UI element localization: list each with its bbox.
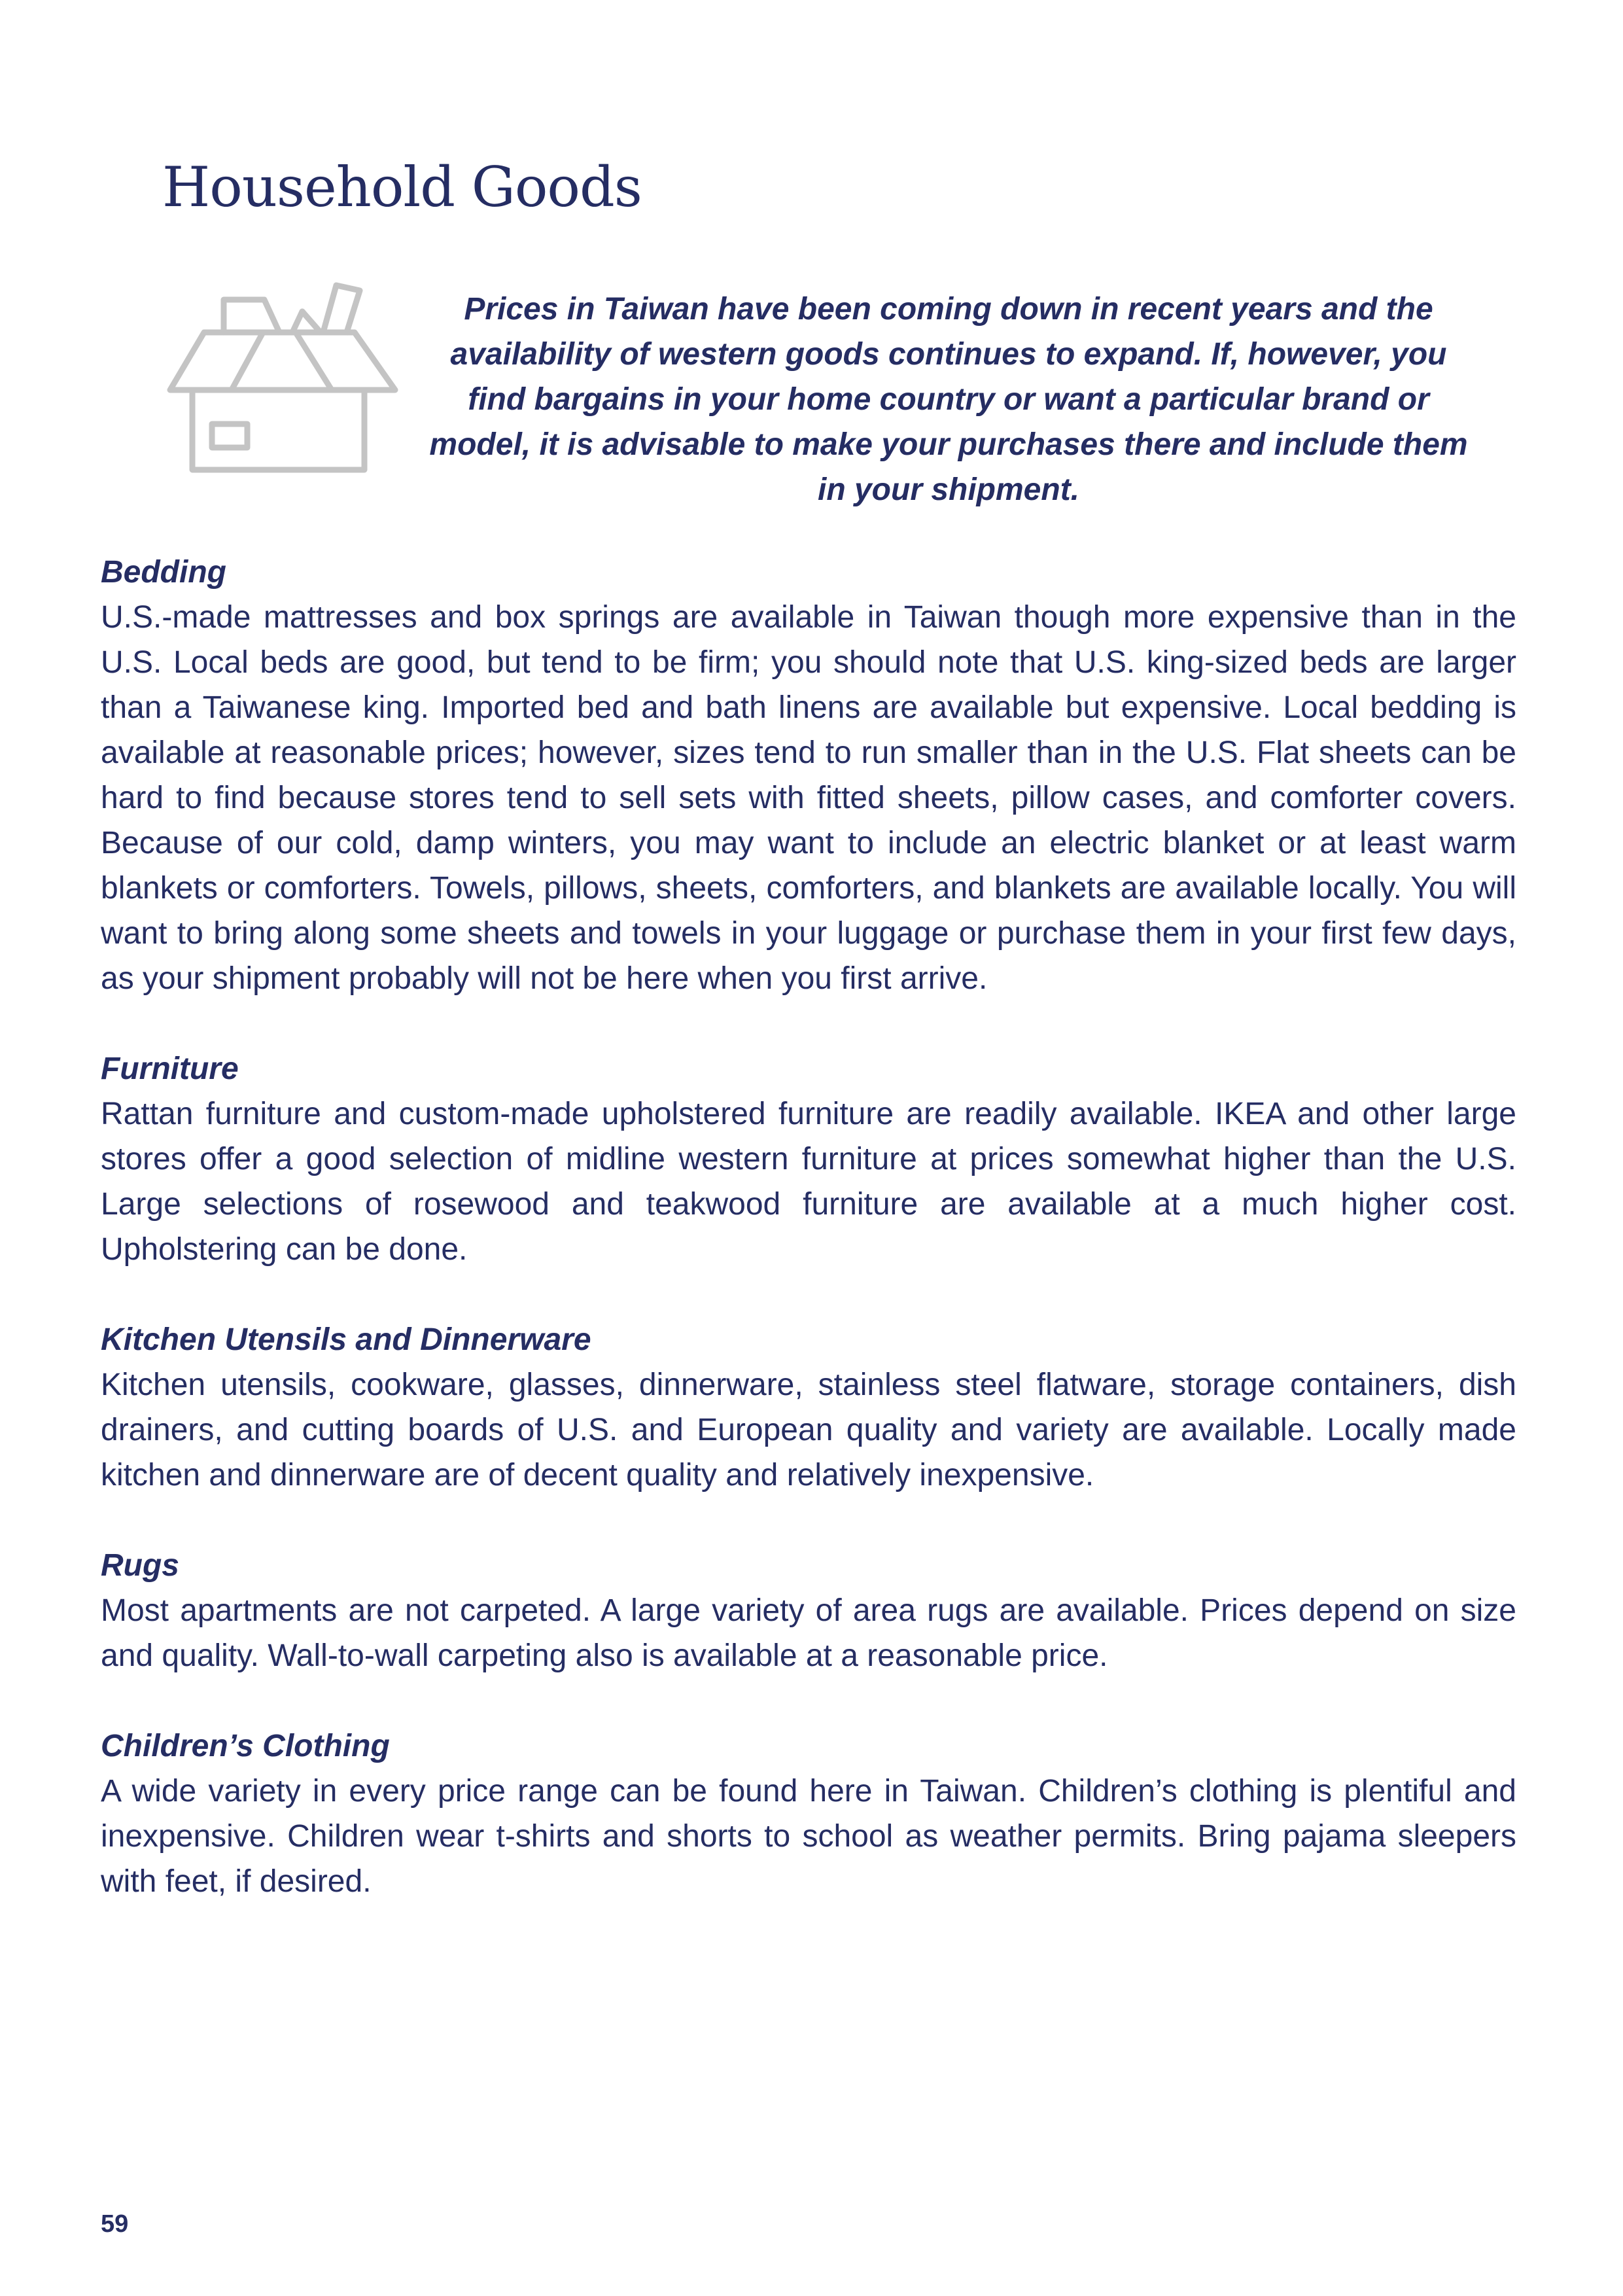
section-body: Most apartments are not carpeted. A large variety of area rugs are available. Prices depend on size and quality. Wall-to-wall carpeting also is available at a reasonable price. <box>101 1593 1516 1673</box>
section-body: A wide variety in every price range can be found here in Taiwan. Children’s clothing is plentiful and inexpensive. Children wear t-shirts and shorts to school as weather permits. Bring pajama sleepers with feet, if desired. <box>101 1774 1516 1899</box>
section-heading: Kitchen Utensils and Dinnerware <box>101 1322 591 1357</box>
section-heading: Furniture <box>101 1051 239 1086</box>
section-childrens-clothing <box>101 1723 1516 1904</box>
section-body: U.S.-made mattresses and box springs are available in Taiwan though more expensive than in the U.S. Local beds are good, but tend to be firm; you should note that U.S. king-sized beds are larger than a Taiwanese king. Imported bed and bath linens are available but expensive. Local bedding is available at reasonable prices; however, sizes tend to run smaller than in the U.S. Flat sheets can be hard to find because stores tend to sell sets with fitted sheets, pillow cases, and comforter covers. Because of our cold, damp winters, you may want to include an electric blanket or at least warm blankets or comforters. Towels, pillows, sheets, comforters, and blankets are available locally. You will want to bring along some sheets and towels in your luggage or purchase them in your first few days, as your shipment probably will not be here when you first arrive. <box>101 600 1516 996</box>
section-heading: Bedding <box>101 555 226 590</box>
page-title: Household Goods <box>162 155 642 219</box>
section-heading: Rugs <box>101 1548 179 1583</box>
intro-text: Prices in Taiwan have been coming down in recent years and the availability of western goods continues to expand. If, however, you find bargains in your home country or want a particular brand or model, it is advisable to make your purchases there and include them in your shipment. <box>429 292 1468 507</box>
section-furniture <box>101 1046 1516 1272</box>
section-bedding <box>101 550 1516 1001</box>
section-heading: Children’s Clothing <box>101 1729 390 1763</box>
section-rugs <box>101 1543 1516 1678</box>
section-body: Kitchen utensils, cookware, glasses, dinnerware, stainless steel flatware, storage containers, dish drainers, and cutting boards of U.S. and European quality and variety are available. Locally made kitchen and dinnerware are of decent quality and relatively inexpensive. <box>101 1368 1516 1492</box>
section-kitchen-utensils <box>101 1317 1516 1498</box>
content-sections <box>101 550 1516 1949</box>
section-body: Rattan furniture and custom-made upholstered furniture are readily available. IKEA and other large stores offer a good selection of midline western furniture at prices somewhat higher than the U.S. Large selections of rosewood and teakwood furniture are available at a much higher cost. Upholstering can be done. <box>101 1097 1516 1267</box>
open-box-icon <box>165 279 400 482</box>
page-number: 59 <box>101 2210 129 2238</box>
